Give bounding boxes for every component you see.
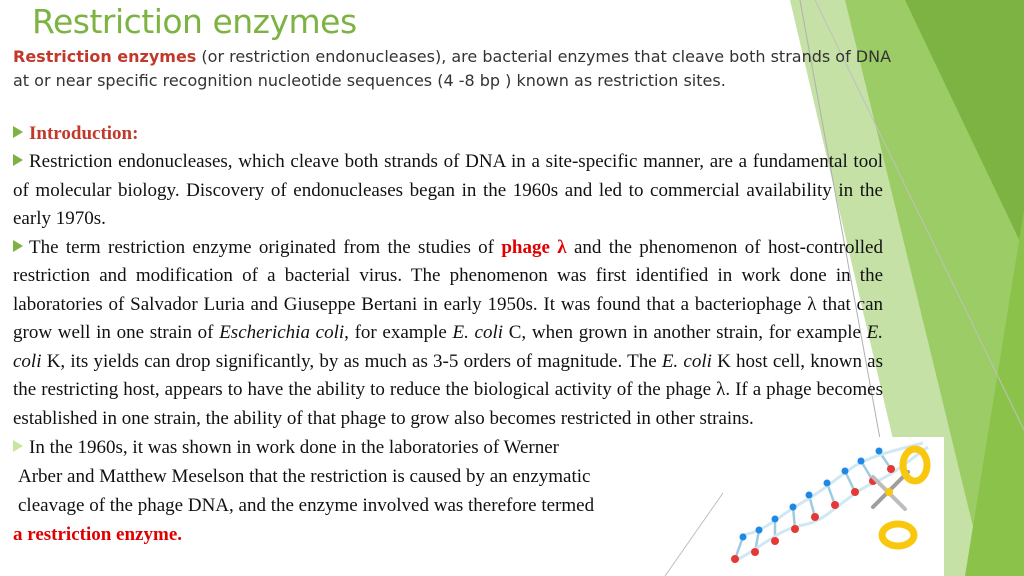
paragraph-3-line-3: cleavage of the phage DNA, and the enzyme involved was therefore termed	[18, 495, 595, 516]
bullet-triangle-icon	[13, 240, 23, 252]
paragraph-2-text: K host cell, known as the restricting host, appears to have the ability to reduce the biological activity of the phage λ. If a phage becomes established in one strain, the ability of that phage to grow also becomes restricted in other strains.	[13, 350, 883, 429]
paragraph-2-text: and the phenomenon of host-controlled restriction and modification of a bacterial virus. The phenomenon was first identified in work done in the laboratories of Salvador Luria and Giuseppe Bertani in early 1950s. It was found that a bacteriophage λ that can grow well in one strain of	[13, 236, 883, 343]
subtitle-definition	[13, 45, 893, 93]
species-abbrev: E. coli	[661, 350, 712, 372]
species-abbrev: E. coli	[452, 322, 504, 343]
bullet-triangle-icon	[13, 154, 23, 166]
paragraph-2-text: C, when grown in another strain, for example	[503, 322, 867, 343]
paragraph-2	[13, 234, 883, 434]
subtitle-lead-term: Restriction enzymes	[13, 47, 197, 66]
paragraph-2-text: The term restriction enzyme originated from the studies of	[29, 236, 502, 258]
introduction-label: Introduction:	[29, 123, 139, 144]
dna-nodes-blue	[740, 448, 883, 541]
species-abbrev: E. coli	[13, 322, 883, 372]
dna-helix-graphic	[723, 437, 944, 576]
paragraph-1	[13, 148, 883, 234]
paragraph-1-text: Restriction endonucleases, which cleave both strands of DNA in a site-specific manner, are a fundamental tool of molecular biology. Discovery of endonucleases began in the 1960s and led to commercial availability in the early 1970s.	[13, 151, 883, 229]
introduction-heading	[13, 120, 883, 148]
subtitle-text: (or restriction endonucleases), are bacterial enzymes that cleave both strands of DNA at or near specific recognition nucleotide sequences (4 -8 bp ) known as restriction sites.	[13, 47, 892, 90]
paragraph-2-text: , for example	[344, 322, 453, 343]
species-name: Escherichia coli	[219, 322, 345, 343]
paragraph-2-text: K, its yields can drop significantly, by as much as 3-5 orders of magnitude. The	[41, 350, 662, 372]
phage-lambda-highlight: phage λ	[501, 236, 567, 258]
bullet-triangle-icon	[13, 440, 23, 452]
scissors-icon	[873, 449, 927, 546]
paragraph-3-line-4: a restriction enzyme.	[13, 524, 183, 545]
dna-strand-rungs	[735, 451, 891, 559]
paragraph-3-text: In the 1960s, it was shown in work done in the laboratories of Werner	[29, 437, 560, 458]
bullet-triangle-icon	[13, 126, 23, 138]
slide-title: Restriction enzymes	[32, 2, 357, 41]
paragraph-3-line-2: Arber and Matthew Meselson that the restriction is caused by an enzymatic	[18, 466, 591, 487]
dna-scissors-illustration	[723, 437, 944, 576]
dna-nodes	[731, 465, 895, 563]
